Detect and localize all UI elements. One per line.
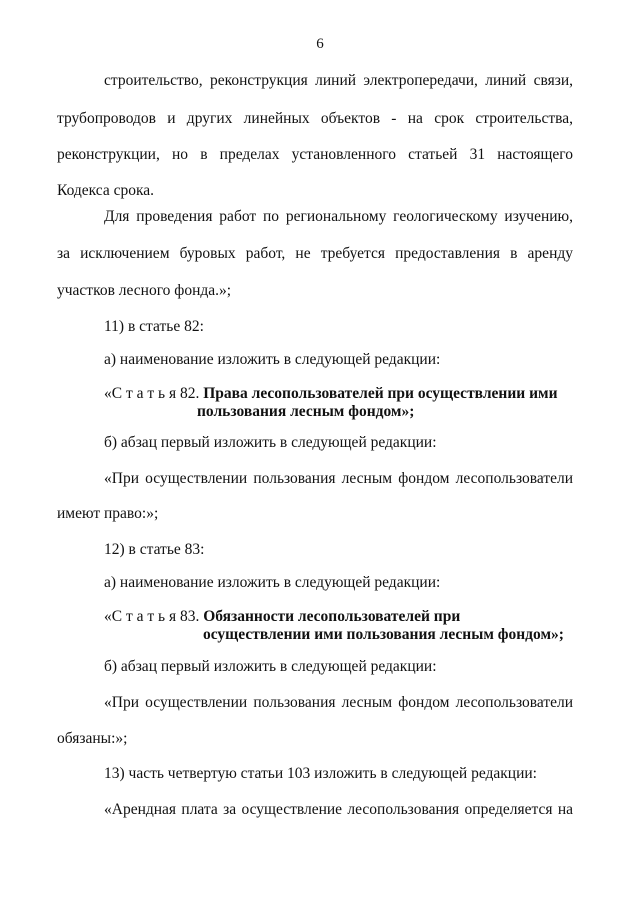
paragraph-1-line-1: строительство, реконструкция линий электропередачи, линий связи, [104, 72, 573, 89]
item-11: 11) в статье 82: [104, 318, 204, 335]
paragraph-2-line-1: Для проведения работ по региональному геологическому изучению, [104, 208, 573, 225]
item-12: 12) в статье 83: [104, 541, 205, 558]
item-13: 13) часть четвертую статьи 103 изложить в следующей редакции: [104, 765, 537, 782]
paragraph-1-line-4: Кодекса срока. [57, 182, 155, 199]
article-82-title-continuation [197, 402, 414, 421]
article-83-title-line-1: Обязанности лесопользователей при [203, 608, 461, 625]
article-83-prefix: «С т а т ь я 83. [104, 608, 204, 625]
article-83-heading [104, 607, 460, 626]
item-12-a: а) наименование изложить в следующей редакции: [104, 574, 441, 591]
item-11-a: а) наименование изложить в следующей редакции: [104, 351, 441, 368]
quote-83-line-1: «При осуществлении пользования лесным фондом лесопользователи [104, 694, 573, 711]
quote-103-line-1: «Арендная плата за осуществление лесопользования определяется на [104, 801, 573, 818]
article-83-suffix: »; [551, 626, 564, 643]
paragraph-2-line-3: участков лесного фонда.»; [57, 282, 232, 299]
paragraph-2-line-2: за исключением буровых работ, не требуется предоставления в аренду [57, 245, 573, 262]
page-number: 6 [316, 36, 324, 52]
article-82-prefix: «С т а т ь я 82. [104, 385, 204, 402]
quote-83-line-2: обязаны:»; [57, 730, 128, 747]
quote-82-line-2: имеют право:»; [57, 505, 159, 522]
item-11-b: б) абзац первый изложить в следующей редакции: [104, 434, 437, 451]
article-82-title-line-2: пользования лесным фондом [197, 403, 402, 420]
article-82-title-line-1: Права лесопользователей при осуществлении ими [203, 385, 558, 402]
item-12-b: б) абзац первый изложить в следующей редакции: [104, 658, 437, 675]
article-83-title-line-2: осуществлении ими пользования лесным фондом [203, 626, 552, 643]
quote-82-line-1: «При осуществлении пользования лесным фондом лесопользователи [104, 470, 573, 487]
paragraph-1-line-2: трубопроводов и других линейных объектов - на срок строительства, [57, 110, 573, 127]
paragraph-1-line-3: реконструкции, но в пределах установленного статьей 31 настоящего [57, 146, 573, 163]
article-82-suffix: »; [401, 403, 415, 420]
article-82-heading [104, 384, 558, 403]
article-83-title-continuation [203, 625, 564, 644]
